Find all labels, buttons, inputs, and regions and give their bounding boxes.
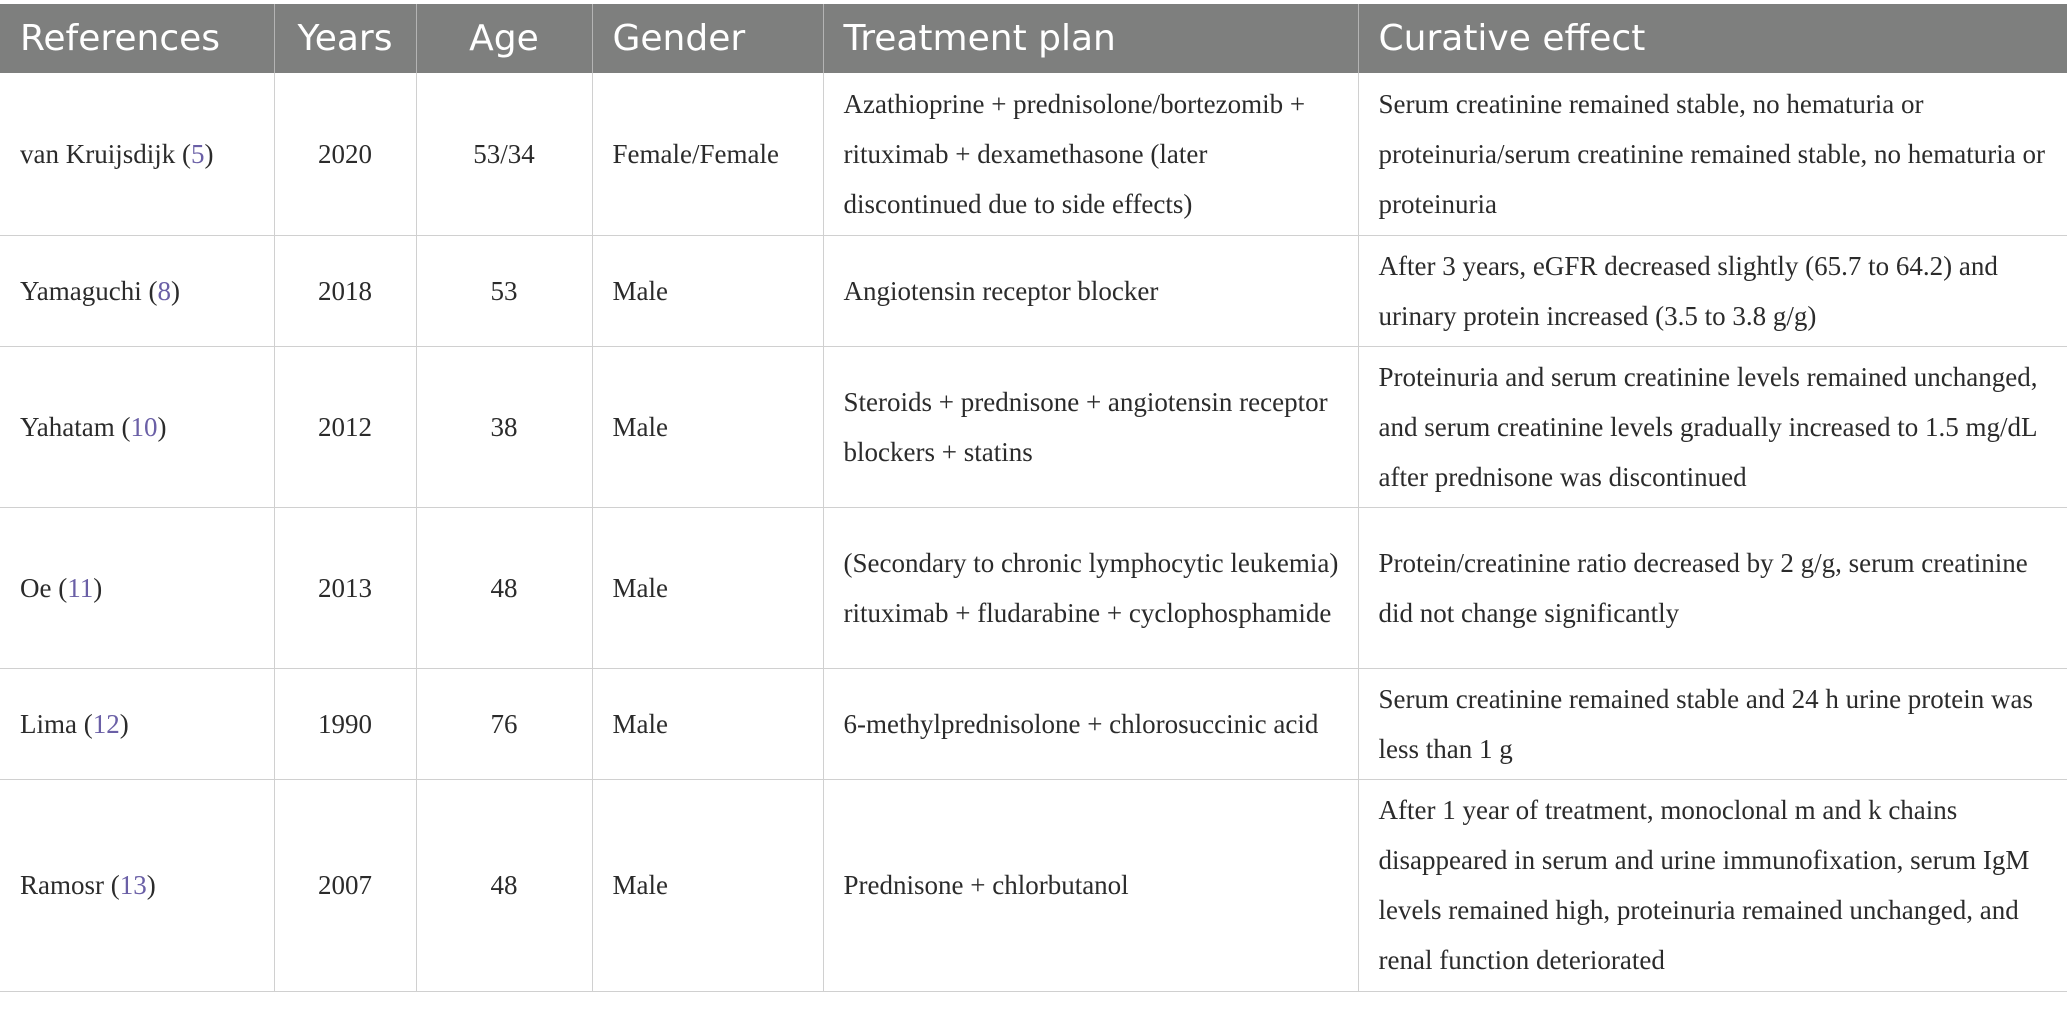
citation-link[interactable]: 12 — [92, 708, 120, 739]
effect-cell: After 3 years, eGFR decreased slightly (65.7 to 64.2) and urinary protein increased (3.5 to 3.8 g/g) — [1358, 235, 2067, 346]
author-name: Oe — [20, 572, 52, 603]
citation-link[interactable]: 11 — [67, 572, 94, 603]
year-cell: 2013 — [274, 507, 416, 668]
reference-cell: Yamaguchi (8) — [0, 235, 274, 346]
gender-cell: Male — [592, 235, 823, 346]
year-cell: 1990 — [274, 668, 416, 779]
gender-cell: Male — [592, 668, 823, 779]
treatment-cell: Azathioprine + prednisolone/bortezomib + rituximab + dexamethasone (later discontinued due to side effects) — [823, 73, 1358, 235]
gender-cell: Male — [592, 507, 823, 668]
author-name: van Kruijsdijk — [20, 138, 176, 169]
header-age: Age — [416, 4, 592, 73]
author-name: Ramosr — [20, 870, 104, 900]
year-cell: 2020 — [274, 73, 416, 235]
year-cell: 2007 — [274, 779, 416, 991]
header-curative-effect: Curative effect — [1378, 18, 1646, 59]
author-name: Yamaguchi — [20, 275, 142, 306]
year-cell: 2012 — [274, 346, 416, 507]
treatment-cell: Angiotensin receptor blocker — [823, 235, 1358, 346]
reference-cell: Oe (11) — [0, 507, 274, 668]
effect-cell: Serum creatinine remained stable, no hematuria or proteinuria/serum creatinine remained stable, no hematuria or proteinuria — [1358, 73, 2067, 235]
header-gender: Gender — [592, 4, 823, 73]
table-row — [0, 779, 2067, 991]
age-cell: 53 — [416, 235, 592, 346]
citation-link[interactable]: 8 — [157, 275, 172, 306]
reference-cell: Yahatam (10) — [0, 346, 274, 507]
effect-cell: Serum creatinine remained stable and 24 h urine protein was less than 1 g — [1358, 668, 2067, 779]
effect-cell: Proteinuria and serum creatinine levels remained unchanged, and serum creatinine levels gradually increased to 1.5 mg/dL after prednisone was discontinued — [1358, 346, 2067, 507]
header-treatment-plan: Treatment plan — [823, 4, 1358, 73]
table-row — [0, 235, 2067, 346]
reference-cell: Ramosr (13) — [0, 779, 274, 991]
age-cell: 76 — [416, 668, 592, 779]
gender-cell: Male — [592, 779, 823, 991]
reference-cell: van Kruijsdijk (5) — [0, 73, 274, 235]
treatment-cell: (Secondary to chronic lymphocytic leukemia) rituximab + fludarabine + cyclophosphamide — [823, 507, 1358, 668]
header-years: Years — [274, 4, 416, 73]
treatment-cell: Prednisone + chlorbutanol — [823, 779, 1358, 991]
table-row — [0, 73, 2067, 235]
age-cell: 48 — [416, 779, 592, 991]
header-row — [0, 4, 2067, 73]
citation-link[interactable]: 10 — [130, 411, 158, 442]
age-cell: 48 — [416, 507, 592, 668]
citation-link[interactable]: 13 — [119, 870, 147, 900]
table-row — [0, 668, 2067, 779]
header-references: References — [0, 4, 274, 73]
table-row — [0, 507, 2067, 668]
author-name: Lima — [20, 708, 77, 739]
treatment-cell: Steroids + prednisone + angiotensin receptor blockers + statins — [823, 346, 1358, 507]
effect-cell: After 1 year of treatment, monoclonal m and k chains disappeared in serum and urine immunofixation, serum IgM levels remained high, proteinuria remained unchanged, and renal function deteriorated — [1358, 779, 2067, 991]
effect-cell: Protein/creatinine ratio decreased by 2 g/g, serum creatinine did not change significantly — [1358, 507, 2067, 668]
treatment-cell: 6-methylprednisolone + chlorosuccinic acid — [823, 668, 1358, 779]
age-cell: 53/34 — [416, 73, 592, 235]
table-row — [0, 346, 2067, 507]
citation-link[interactable]: 5 — [191, 138, 205, 169]
reference-cell: Lima (12) — [0, 668, 274, 779]
references-table — [0, 4, 2067, 992]
author-name: Yahatam — [20, 411, 115, 442]
age-cell: 38 — [416, 346, 592, 507]
year-cell: 2018 — [274, 235, 416, 346]
gender-cell: Male — [592, 346, 823, 507]
gender-cell: Female/Female — [592, 73, 823, 235]
